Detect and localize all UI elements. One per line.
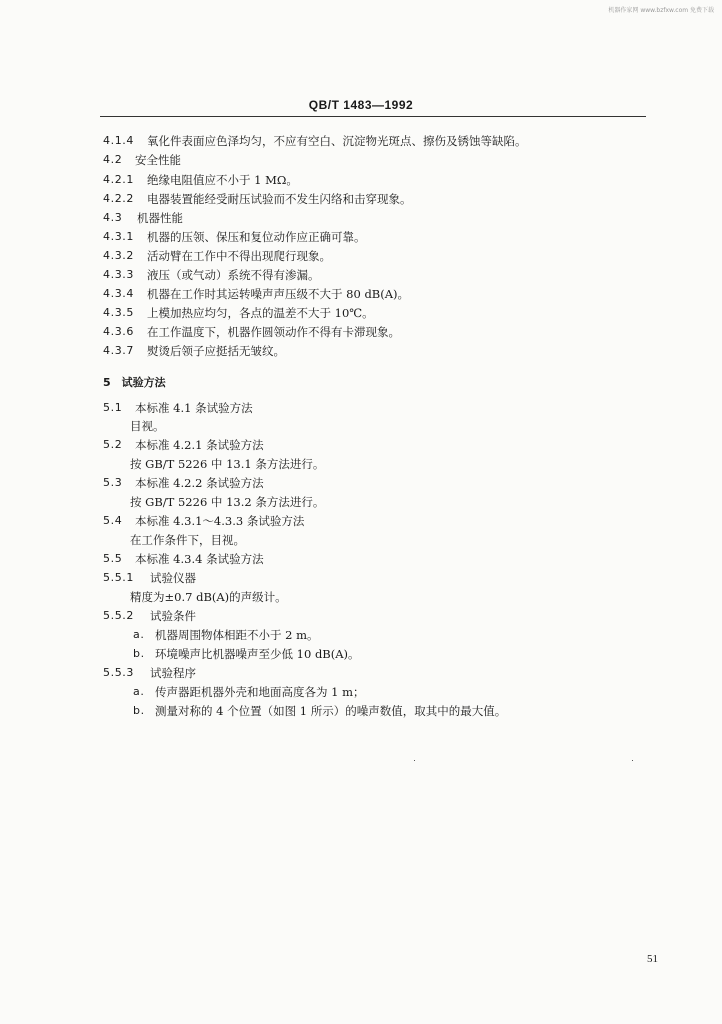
clause-text: 本标准 4.2.2 条试验方法: [135, 476, 264, 490]
clause-text: 本标准 4.3.4 条试验方法: [135, 552, 264, 566]
scan-speck: [632, 760, 633, 761]
item-letter: b.: [133, 704, 145, 717]
clause-number: 5.5.2: [103, 609, 134, 622]
clause-text: 安全性能: [135, 153, 181, 167]
clause-text: 机器在工作时其运转噪声声压级不大于 80 dB(A)。: [147, 287, 410, 301]
clause-text: 上模加热应均匀，各点的温差不大于 10℃。: [147, 306, 374, 320]
clause-number: 4.3.7: [103, 344, 134, 357]
clause-number: 4.3.6: [103, 325, 134, 338]
clause-number: 4.3.1: [103, 230, 134, 243]
clause-text: 试验程序: [150, 666, 196, 680]
clause-text: 机器周围物体相距不小于 2 m。: [155, 628, 319, 642]
clause-number: 5.5: [103, 552, 123, 565]
clause-text: 环境噪声比机器噪声至少低 10 dB(A)。: [155, 647, 360, 661]
clause-number: 4.3: [103, 211, 123, 224]
clause-number: 4.3.4: [103, 287, 134, 300]
clause-text: 精度为±0.7 dB(A)的声级计。: [130, 590, 287, 604]
clause-text: 试验仪器: [150, 571, 196, 585]
clause-text: 绝缘电阻值应不小于 1 MΩ。: [147, 173, 298, 187]
clause-number: 4.3.2: [103, 249, 134, 262]
clause-text: 液压（或气动）系统不得有渗漏。: [147, 268, 320, 282]
clause-text: 按 GB/T 5226 中 13.1 条方法进行。: [130, 457, 325, 471]
clause-number: 5.1: [103, 401, 123, 414]
clause-number: 4.2.2: [103, 192, 134, 205]
clause-text: 测量对称的 4 个位置（如图 1 所示）的噪声数值，取其中的最大值。: [155, 704, 507, 718]
clause-text: 熨烫后领子应挺括无皱纹。: [147, 344, 285, 358]
clause-number: 4.3.3: [103, 268, 134, 281]
clause-number: 4.2.1: [103, 173, 134, 186]
clause-text: 试验条件: [150, 609, 196, 623]
item-letter: a.: [133, 628, 145, 641]
clause-text: 在工作温度下，机器作圆领动作不得有卡滞现象。: [147, 325, 400, 339]
clause-text: 机器性能: [137, 211, 183, 225]
clause-text: 本标准 4.1 条试验方法: [135, 401, 253, 415]
clause-number: 4.1.4: [103, 134, 134, 147]
clause-text: 本标准 4.2.1 条试验方法: [135, 438, 264, 452]
clause-number: 5.2: [103, 438, 123, 451]
header-rule: [100, 116, 646, 117]
clause-text: 目视。: [130, 419, 165, 433]
clause-number: 4.2: [103, 153, 123, 166]
section-5-title: 5 试验方法: [103, 376, 166, 389]
clause-number: 5.5.3: [103, 666, 134, 679]
scan-speck: [414, 760, 415, 761]
clause-text: 在工作条件下，目视。: [130, 533, 245, 547]
clause-text: 电器装置能经受耐压试验而不发生闪络和击穿现象。: [147, 192, 412, 206]
watermark: 机器作家网 www.bzfxw.com 免费下载: [608, 7, 714, 14]
clause-text: 氧化件表面应色泽均匀，不应有空白、沉淀物光斑点、擦伤及锈蚀等缺陷。: [147, 134, 527, 148]
clause-text: 传声器距机器外壳和地面高度各为 1 m；: [155, 685, 365, 699]
clause-number: 5.5.1: [103, 571, 134, 584]
standard-header: QB/T 1483—1992: [308, 98, 414, 112]
clause-text: 按 GB/T 5226 中 13.2 条方法进行。: [130, 495, 325, 509]
clause-text: 活动臂在工作中不得出现爬行现象。: [147, 249, 331, 263]
clause-text: 机器的压领、保压和复位动作应正确可靠。: [147, 230, 366, 244]
clause-number: 5.4: [103, 514, 123, 527]
clause-number: 4.3.5: [103, 306, 134, 319]
page-number: 51: [647, 953, 658, 965]
clause-text: 本标准 4.3.1～4.3.3 条试验方法: [135, 514, 305, 528]
item-letter: b.: [133, 647, 145, 660]
item-letter: a.: [133, 685, 145, 698]
clause-number: 5.3: [103, 476, 123, 489]
